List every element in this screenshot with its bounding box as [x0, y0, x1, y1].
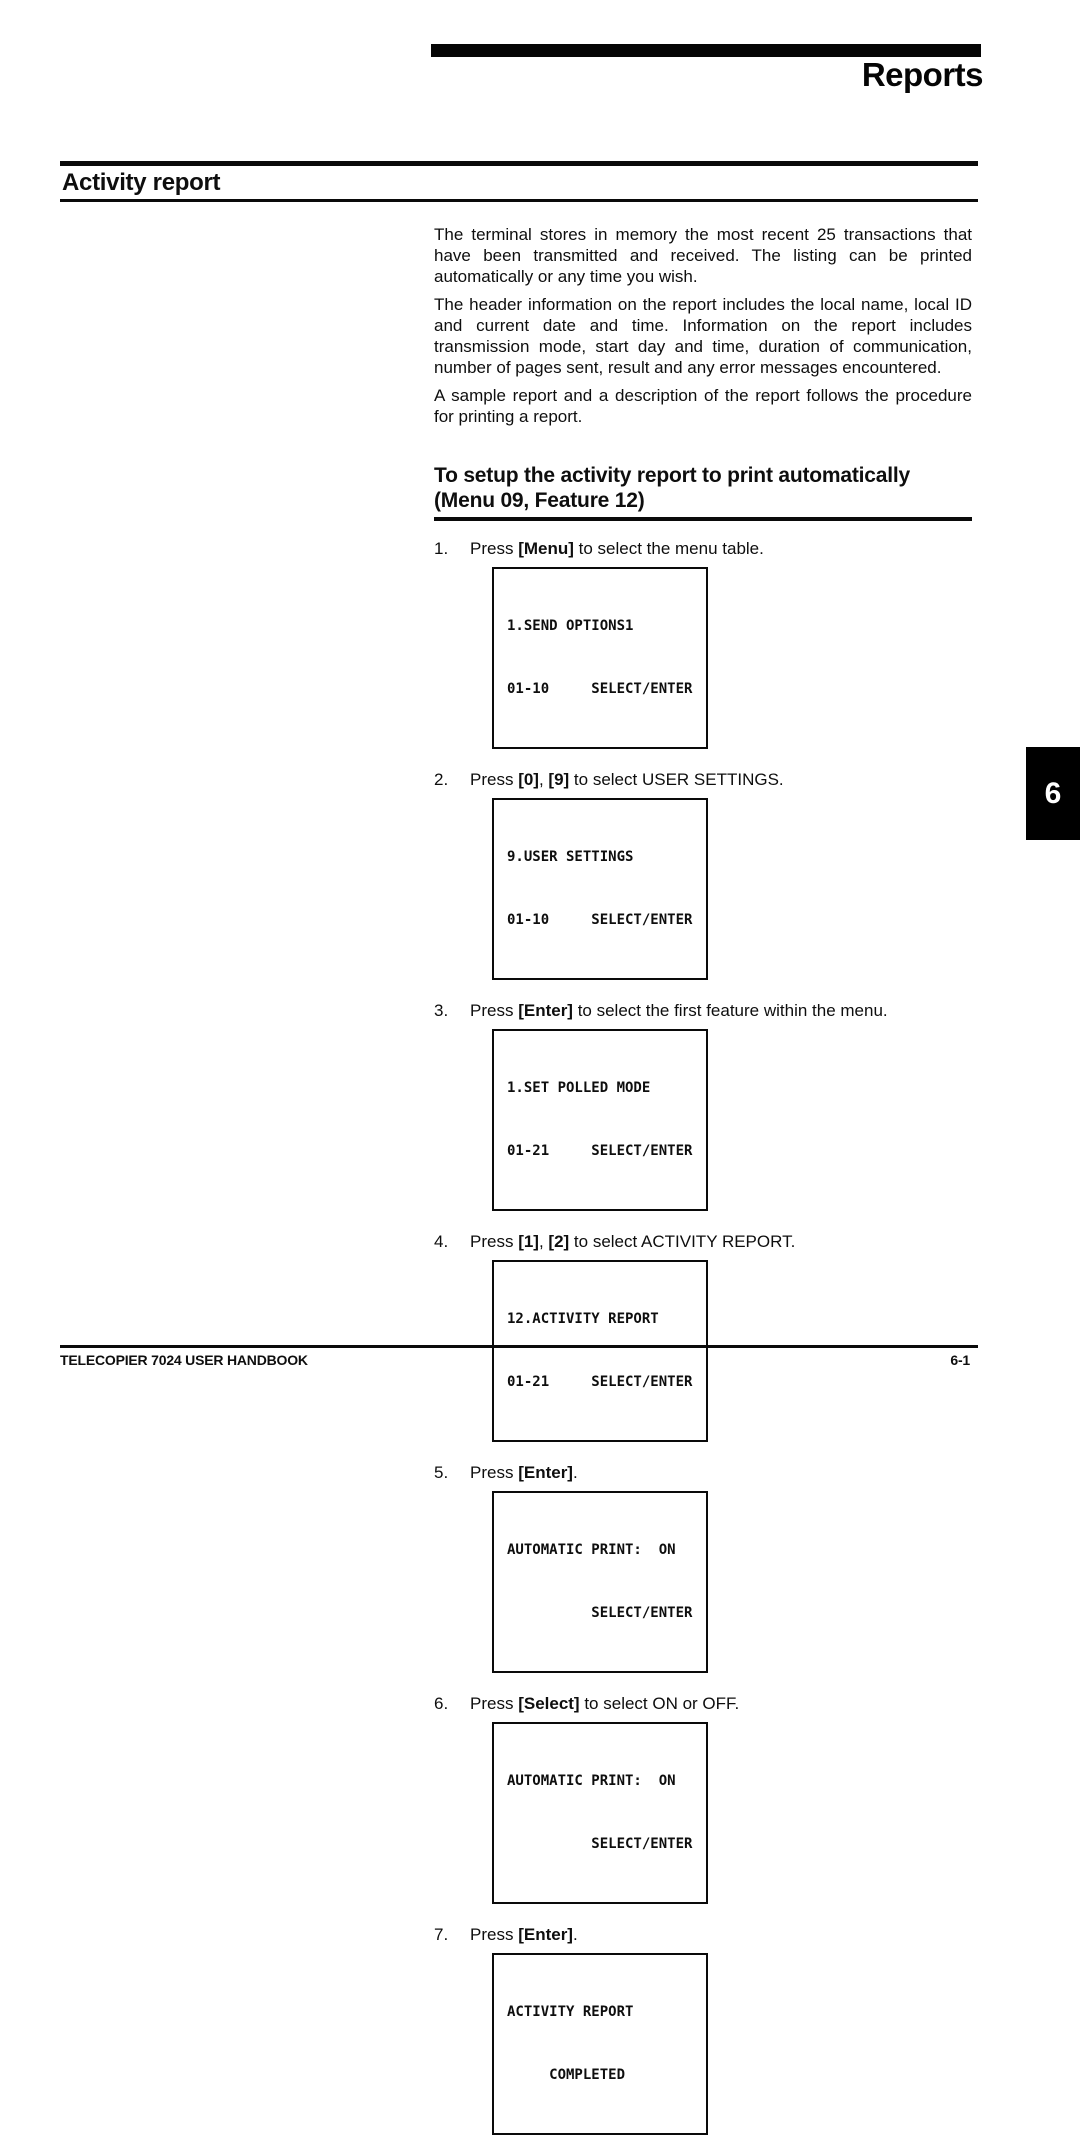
- procedure-step: [434, 1924, 972, 2135]
- procedure-step: [434, 1000, 972, 1211]
- lcd-line2: 01-10 SELECT/ENTER: [507, 912, 693, 928]
- lcd-display: [492, 1029, 708, 1211]
- lcd-line1: 1.SEND OPTIONS1: [507, 618, 634, 634]
- section-title: Activity report: [62, 169, 221, 196]
- step-number: 6.: [434, 1694, 449, 1713]
- procedure-step: [434, 1231, 972, 1442]
- lcd-display: [492, 798, 708, 980]
- lcd-line1: ACTIVITY REPORT: [507, 2004, 634, 2020]
- step-number: 4.: [434, 1232, 449, 1251]
- procedure-steps: [434, 538, 972, 2135]
- step-number: 5.: [434, 1463, 449, 1482]
- section-heading: [60, 161, 978, 202]
- lcd-line1: 9.USER SETTINGS: [507, 849, 634, 865]
- lcd-line2: SELECT/ENTER: [507, 1605, 693, 1621]
- step-number: 3.: [434, 1001, 449, 1020]
- step-instruction: Press [1], [2] to select ACTIVITY REPORT.: [470, 1232, 796, 1251]
- divider: [60, 199, 978, 202]
- procedure-step: [434, 1462, 972, 1673]
- chapter-title: Reports: [861, 56, 983, 93]
- intro-paragraph: A sample report and a description of the report follows the procedure for printing a report.: [434, 386, 972, 426]
- lcd-line1: 1.SET POLLED MODE: [507, 1080, 651, 1096]
- intro-paragraph: The terminal stores in memory the most recent 25 transactions that have been transmitted and received. The listing can be printed automatically or any time you wish.: [434, 225, 972, 286]
- procedure-step: [434, 538, 972, 749]
- step-instruction: Press [Select] to select ON or OFF.: [470, 1694, 740, 1713]
- procedure-step: [434, 769, 972, 980]
- step-instruction: Press [Enter].: [470, 1463, 578, 1482]
- lcd-line2: 01-21 SELECT/ENTER: [507, 1374, 693, 1390]
- footer-page-number: 6-1: [950, 1352, 970, 1368]
- procedure-heading-line2: (Menu 09, Feature 12): [434, 489, 645, 512]
- lcd-line2: 01-10 SELECT/ENTER: [507, 681, 693, 697]
- chapter-tab: 6: [1026, 747, 1080, 840]
- lcd-line2: SELECT/ENTER: [507, 1836, 693, 1852]
- lcd-line2: 01-21 SELECT/ENTER: [507, 1143, 693, 1159]
- lcd-line1: 12.ACTIVITY REPORT: [507, 1311, 659, 1327]
- procedure-heading-line1: To setup the activity report to print automatically: [434, 464, 910, 487]
- step-instruction: Press [Enter].: [470, 1925, 578, 1944]
- procedure-step: [434, 1693, 972, 1904]
- lcd-line1: AUTOMATIC PRINT: ON: [507, 1773, 676, 1789]
- lcd-line2: COMPLETED: [507, 2067, 626, 2083]
- lcd-line1: AUTOMATIC PRINT: ON: [507, 1542, 676, 1558]
- step-number: 2.: [434, 770, 449, 789]
- lcd-display: [492, 1953, 708, 2135]
- procedure-heading: [434, 463, 972, 513]
- intro-paragraph: The header information on the report includes the local name, local ID and current date and time. Information on the report includes transmission mode, start day and time, duration of communication, number of pages sent, result and any error messages encountered.: [434, 295, 972, 377]
- main-content: [434, 224, 972, 2155]
- footer-handbook-title: TELECOPIER 7024 USER HANDBOOK: [60, 1352, 308, 1368]
- step-instruction: Press [Menu] to select the menu table.: [470, 539, 764, 558]
- step-instruction: Press [0], [9] to select USER SETTINGS.: [470, 770, 784, 789]
- page-footer: [60, 1345, 978, 1368]
- lcd-display: [492, 567, 708, 749]
- lcd-display: [492, 1491, 708, 1673]
- step-number: 7.: [434, 1925, 449, 1944]
- step-instruction: Press [Enter] to select the first feature within the menu.: [470, 1001, 888, 1020]
- step-number: 1.: [434, 539, 449, 558]
- lcd-display: [492, 1722, 708, 1904]
- divider: [434, 517, 972, 521]
